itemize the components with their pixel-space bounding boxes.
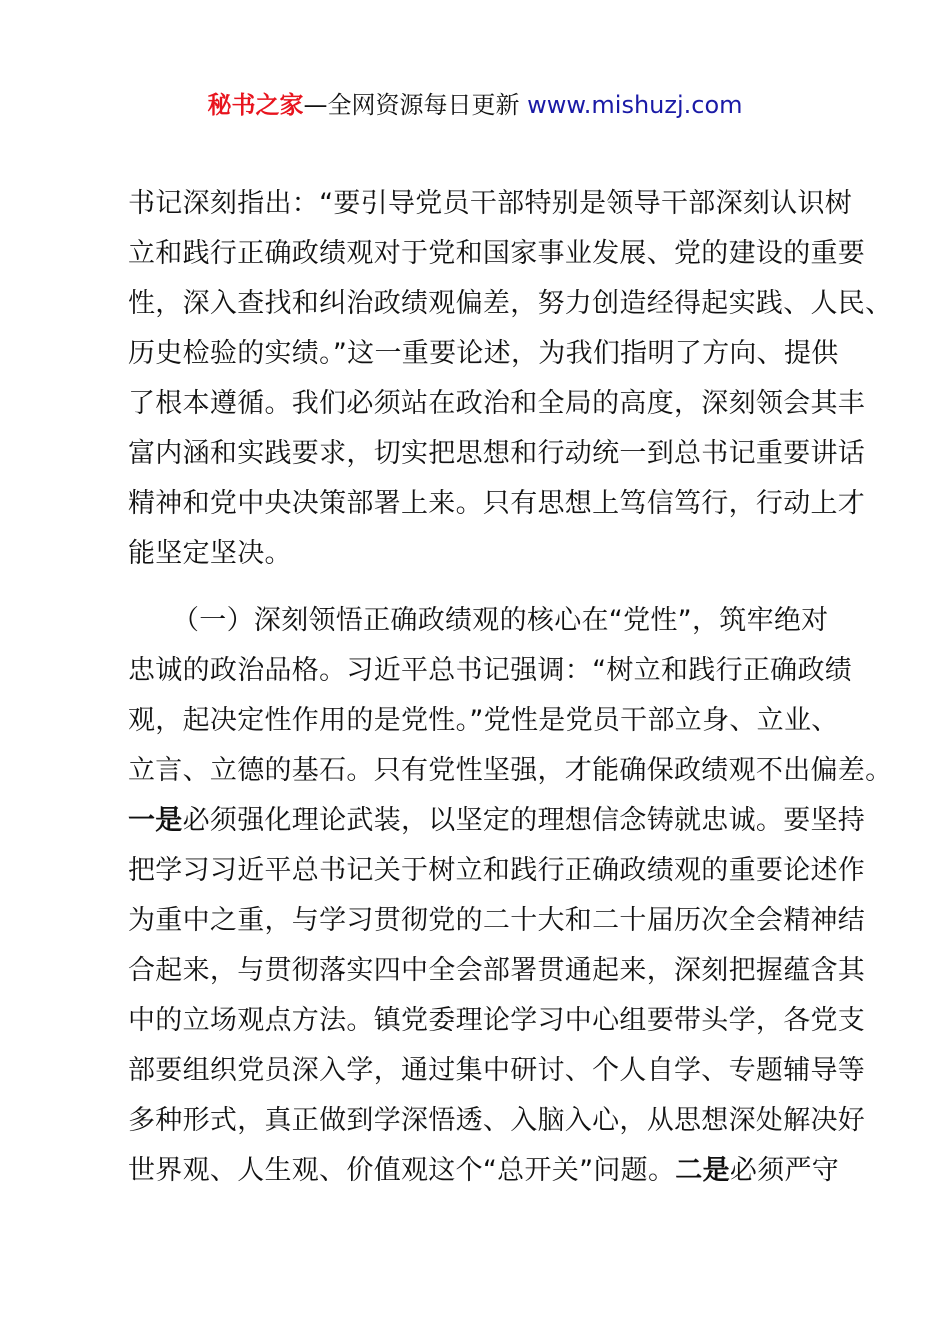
text-line: 把学习习近平总书记关于树立和践行正确政绩观的重要论述作	[128, 855, 866, 886]
text-line: 中的立场观点方法。镇党委理论学习中心组要带头学，各党支	[128, 1005, 866, 1036]
paragraph-2	[128, 596, 893, 1196]
text-line: 多种形式，真正做到学深悟透、入脑入心，从思想深处解决好	[128, 1105, 866, 1136]
paragraph-1	[128, 179, 893, 579]
bold-marker: 一是	[128, 805, 183, 836]
text-run: 必须严守	[729, 1155, 840, 1186]
text-line: 忠诚的政治品格。习近平总书记强调：“树立和践行正确政绩	[128, 655, 853, 686]
text-line: 富内涵和实践要求，切实把思想和行动统一到总书记重要讲话	[128, 438, 866, 469]
paragraph-spacer	[128, 579, 848, 596]
site-url-link[interactable]: www.mishuzj.com	[527, 91, 743, 119]
site-brand: 秘书之家	[207, 91, 304, 119]
text-line: 观，起决定性作用的是党性。”党性是党员干部立身、立业、	[128, 705, 839, 736]
site-header	[0, 88, 950, 122]
text-run: 世界观、人生观、价值观这个“总开关”问题。	[128, 1155, 676, 1186]
text-line: 书记深刻指出：“要引导党员干部特别是领导干部深刻认识树	[128, 188, 853, 219]
text-line: 性，深入查找和纠治政绩观偏差，努力创造经得起实践、人民、	[128, 288, 893, 319]
bold-marker: 二是	[675, 1155, 730, 1186]
text-line	[128, 796, 866, 846]
text-line	[128, 1146, 848, 1196]
text-line: 精神和党中央决策部署上来。只有思想上笃信笃行，行动上才	[128, 488, 866, 519]
section-heading-line: （一）深刻领悟正确政绩观的核心在“党性”，筑牢绝对	[172, 605, 829, 636]
text-line: 部要组织党员深入学，通过集中研讨、个人自学、专题辅导等	[128, 1055, 866, 1086]
text-line: 历史检验的实绩。”这一重要论述，为我们指明了方向、提供	[128, 338, 839, 369]
text-line: 为重中之重，与学习贯彻党的二十大和二十届历次全会精神结	[128, 905, 866, 936]
site-tagline: —全网资源每日更新	[303, 91, 528, 119]
text-line: 立和践行正确政绩观对于党和国家事业发展、党的建设的重要	[128, 238, 866, 269]
text-line: 了根本遵循。我们必须站在政治和全局的高度，深刻领会其丰	[128, 388, 866, 419]
document-body	[128, 179, 893, 1196]
text-run: 必须强化理论武装，以坚定的理想信念铸就忠诚。要坚持	[182, 805, 866, 836]
text-line: 能坚定坚决。	[128, 538, 292, 569]
text-line: 立言、立德的基石。只有党性坚强，才能确保政绩观不出偏差。	[128, 755, 893, 786]
text-line: 合起来，与贯彻落实四中全会部署贯通起来，深刻把握蕴含其	[128, 955, 866, 986]
